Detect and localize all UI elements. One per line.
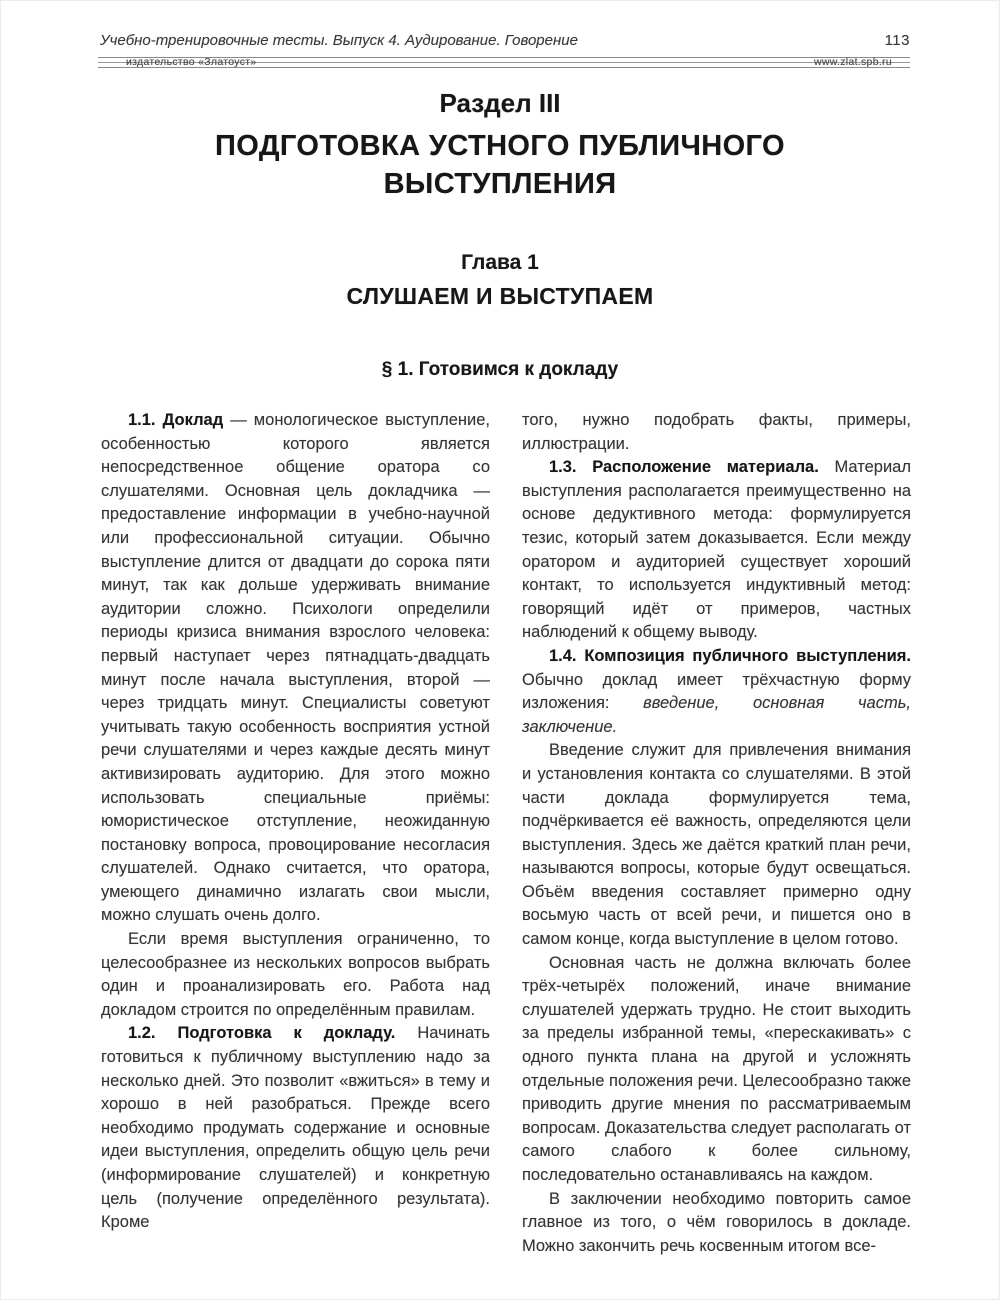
- chapter-kicker: Глава 1: [461, 251, 539, 274]
- paragraph-text: Обычно доклад имеет трёхчастную форму изложения:: [522, 670, 911, 713]
- paragraph: [522, 1188, 911, 1259]
- section-kicker: Раздел III: [439, 88, 561, 118]
- paragraph: [101, 928, 490, 1022]
- paragraph-text: Если время выступления ограниченно, то целесообразнее из нескольких вопросов выбрать один и проанализировать его. Работа над докладом строится по определённым правилам.: [101, 930, 490, 1019]
- chapter-title: СЛУШАЕМ И ВЫСТУПАЕМ: [346, 283, 654, 309]
- running-header: [100, 32, 910, 49]
- paragraph-lead: 1.2. Подготовка к докладу.: [128, 1024, 396, 1043]
- paragraph-1-4: [522, 645, 911, 739]
- column-left: [101, 409, 490, 1235]
- paragraph-lead: 1.4. Композиция публичного выступления.: [549, 646, 911, 665]
- paragraph-1-3: [522, 456, 911, 645]
- running-title: Учебно-тренировочные тесты. Выпуск 4. Аудирование. Говорение: [100, 32, 578, 49]
- paragraph-text: того, нужно подобрать факты, примеры, иллюстрации.: [522, 411, 911, 453]
- paragraph-text: Основная часть не должна включать более трёх-четырёх положений, иначе внимание слушателей удержать трудно. Не стоит выходить за пределы избранной темы, «перескакивать» с одного пункта плана на другой и усложнять отдельные положения речи. Целесообразно также приводить другие мнения по рассматриваемым вопросам. Доказательства следует располагать от самого слабого к более сильному, последовательно останавливаясь на каждом.: [522, 953, 911, 1184]
- website-label: www.zlat.spb.ru: [813, 56, 892, 68]
- section-title-line2: ВЫСТУПЛЕНИЯ: [383, 168, 617, 200]
- paragraph-1-2: [101, 1022, 490, 1234]
- publisher-rule-band: [98, 55, 910, 69]
- paragraph-heading: § 1. Готовимся к докладу: [381, 359, 619, 380]
- publisher-label: издательство «Златоуст»: [126, 56, 257, 68]
- paragraph-text: Введение служит для привлечения внимания и установления контакта со слушателями. В этой части доклада формулируется тема, подчёркивается её важность, определяются цели выступления. Здесь же даётся краткий план речи, называются вопросы, которые будут освещаться. Объём введения составляет примерно одну восьмую часть от всей речи, и пишется оно в самом конце, когда выступление в целом готово.: [522, 741, 911, 949]
- paragraph-text: В заключении необходимо повторить самое главное из того, о чём говорилось в докладе. Можно закончить речь косвенным итогом все-: [522, 1189, 911, 1255]
- paragraph-text: Материал выступления располагается преимущественно на основе дедуктивного метода: формулируется тезис, который затем доказывается. Если между оратором и аудиторией существует хороший контакт, то используется индуктивный метод: говорящий идёт от примеров, частных наблюдений к общему выводу.: [522, 458, 911, 642]
- paragraph-1-1: [101, 409, 490, 928]
- paragraph-continuation: [522, 409, 911, 456]
- paragraph-italic-text: введение, основная часть, заключение.: [522, 694, 911, 736]
- paragraph-lead: 1.3. Расположение материала.: [549, 458, 819, 477]
- paragraph: [522, 739, 911, 951]
- column-right: [522, 409, 911, 1258]
- paragraph-lead: 1.1. Доклад: [128, 411, 224, 429]
- section-title: [0, 127, 1000, 203]
- section-title-line1: ПОДГОТОВКА УСТНОГО ПУБЛИЧНОГО: [215, 130, 785, 162]
- page-number: 113: [884, 32, 910, 49]
- paragraph-text: — монологическое выступление, особенностью которого является непосредственное общение оратора со слушателями. Основная цель докладчика — предоставление информации в учебно-научной или профессиональной ситуации. Обычно выступление длится от двадцати до сорока пяти минут, так как дольше удерживать внимание аудитории сложно. Психологи определили периоды кризиса внимания взрослого человека: первый наступает через пятнадцать-двадцать минут после начала выступления, второй — через тридцать минут. Специалисты советуют учитывать такую особенность восприятия устной речи слушателями и через каждые десять минут активизировать аудиторию. Для этого можно использовать специальные приёмы: юмористическое отступление, неожиданную постановку вопроса, провоцирование несогласия слушателей. Однако считается, что оратора, умеющего динамично излагать свои мысли, можно слушать очень долго.: [101, 411, 490, 925]
- paragraph: [522, 952, 911, 1188]
- paragraph-text: Начинать готовиться к публичному выступлению надо за несколько дней. Это позволит «вжиться» в тему и хорошо в ней разобраться. Прежде всего необходимо продумать содержание и основные идеи выступления, определить общую цель речи (информирование слушателей) и конкретную цель (получение определённого результата). Кроме: [101, 1024, 490, 1232]
